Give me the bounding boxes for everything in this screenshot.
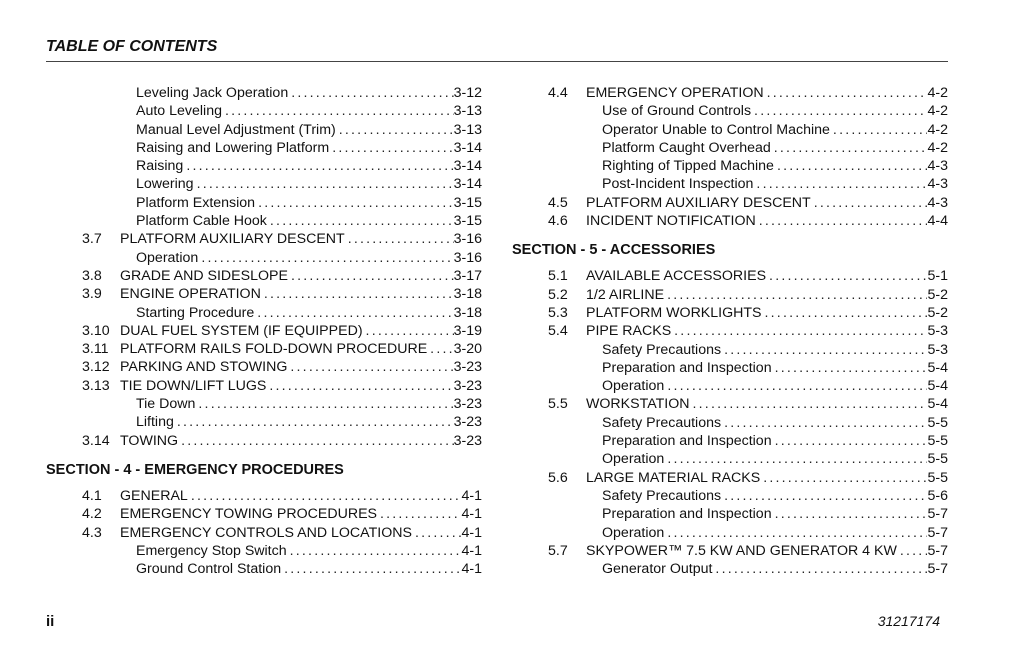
toc-entry-line: [586, 304, 948, 322]
toc-entry-title: PLATFORM AUXILIARY DESCENT: [586, 194, 811, 211]
toc-entry[interactable]: [46, 139, 482, 157]
toc-entry-line: [136, 194, 482, 212]
toc-entry-line: [136, 84, 482, 102]
toc-entry[interactable]: [512, 377, 948, 395]
toc-entry[interactable]: [46, 395, 482, 413]
toc-entry-line: [136, 212, 482, 230]
toc-entry-page: 3-13: [453, 103, 482, 120]
toc-dot-leader: [377, 505, 461, 523]
toc-entry-page: 4-2: [927, 121, 948, 138]
toc-dot-leader: [772, 359, 928, 377]
toc-entry-page: 5-6: [927, 487, 948, 504]
toc-entry[interactable]: [512, 194, 948, 212]
toc-dot-leader: [363, 322, 454, 340]
toc-entry-number: 3.13: [82, 377, 110, 394]
toc-column-right: [512, 84, 948, 578]
toc-entry[interactable]: [512, 212, 948, 230]
toc-entry-title: Operation: [602, 378, 665, 395]
toc-entry-title: EMERGENCY OPERATION: [586, 85, 764, 101]
toc-entry-line: [602, 341, 948, 359]
toc-entry[interactable]: [512, 560, 948, 578]
toc-entry-page: 3-16: [453, 231, 482, 248]
toc-entry[interactable]: [46, 432, 482, 450]
toc-dot-leader: [721, 341, 927, 359]
toc-entry[interactable]: [512, 175, 948, 193]
toc-entry-line: [120, 285, 482, 303]
toc-dot-leader: [178, 432, 454, 450]
toc-entry-number: 3.14: [82, 432, 110, 449]
toc-entry-line: [602, 505, 948, 523]
toc-dot-leader: [664, 524, 927, 542]
toc-entry[interactable]: [512, 414, 948, 432]
toc-entry[interactable]: [512, 542, 948, 560]
toc-entry-line: [602, 450, 948, 468]
toc-entry-line: [120, 340, 482, 358]
toc-dot-leader: [287, 542, 462, 560]
document-number: 31217174: [877, 613, 940, 629]
toc-entry[interactable]: [512, 304, 948, 322]
toc-dot-leader: [281, 560, 461, 578]
toc-entry-title: Lowering: [136, 176, 194, 193]
toc-entry-page: 5-7: [927, 542, 948, 559]
toc-entry-number: 5.1: [548, 268, 568, 285]
toc-entry-page: 3-16: [453, 249, 482, 266]
toc-entry-title: Platform Cable Hook: [136, 213, 267, 230]
toc-entry-line: [120, 487, 482, 505]
toc-dot-leader: [195, 395, 453, 413]
toc-dot-leader: [664, 450, 927, 468]
toc-entry-line: [602, 139, 948, 157]
toc-entry-number: 5.2: [548, 286, 568, 303]
toc-entry-line: [136, 413, 482, 431]
toc-entry-line: [120, 377, 482, 395]
toc-entry[interactable]: [512, 469, 948, 487]
toc-entry-title: TOWING: [120, 432, 179, 449]
toc-entry-title: Safety Precautions: [602, 414, 722, 431]
toc-entry-title: Generator Output: [602, 561, 713, 578]
toc-dot-leader: [766, 267, 927, 285]
toc-dot-leader: [287, 358, 453, 376]
toc-entry-line: [602, 560, 948, 578]
toc-entry-line: [602, 359, 948, 377]
toc-entry-line: [602, 377, 948, 395]
toc-entry[interactable]: [512, 267, 948, 285]
toc-entry-line: [602, 414, 948, 432]
toc-entry-line: [602, 175, 948, 193]
toc-entry-page: 3-23: [453, 414, 482, 431]
toc-entry-title: EMERGENCY TOWING PROCEDURES: [120, 506, 377, 523]
toc-entry-title: PARKING AND STOWING: [120, 359, 288, 376]
toc-dot-leader: [329, 139, 453, 157]
toc-entry-title: PIPE RACKS: [586, 323, 672, 340]
toc-entry-line: [602, 487, 948, 505]
toc-entry-title: GRADE AND SIDESLOPE: [120, 267, 288, 284]
page-header-title: TABLE OF CONTENTS: [46, 38, 218, 55]
toc-dot-leader: [751, 102, 927, 120]
toc-entry-line: [586, 286, 948, 304]
toc-dot-leader: [764, 84, 928, 102]
toc-entry-number: 4.2: [82, 506, 102, 523]
toc-dot-leader: [671, 322, 927, 340]
toc-entry-number: 3.9: [82, 286, 102, 303]
toc-entry[interactable]: [46, 322, 482, 340]
toc-entry-number: 3.10: [82, 322, 110, 339]
toc-entry-page: 4-1: [461, 561, 482, 578]
toc-entry[interactable]: [512, 157, 948, 175]
toc-entry[interactable]: [512, 524, 948, 542]
toc-entry-page: 4-2: [927, 85, 948, 101]
toc-entry[interactable]: [46, 285, 482, 303]
toc-entry-page: 4-1: [461, 542, 482, 559]
toc-entry-page: 4-3: [927, 194, 948, 211]
toc-entry[interactable]: [46, 175, 482, 193]
toc-dot-leader: [721, 487, 927, 505]
toc-entry-line: [136, 102, 482, 120]
toc-entry-title: Use of Ground Controls: [602, 103, 752, 120]
toc-entry-page: 4-2: [927, 103, 948, 120]
toc-entry-page: 3-14: [453, 158, 482, 175]
toc-entry-line: [136, 304, 482, 322]
toc-entry-title: Auto Leveling: [136, 103, 222, 120]
toc-entry[interactable]: [46, 304, 482, 322]
toc-entry-title: DUAL FUEL SYSTEM (IF EQUIPPED): [120, 322, 363, 339]
toc-entry-page: 3-15: [453, 194, 482, 211]
toc-dot-leader: [183, 157, 453, 175]
toc-entry[interactable]: [46, 340, 482, 358]
toc-entry[interactable]: [512, 121, 948, 139]
toc-entry-page: 4-1: [461, 506, 482, 523]
toc-entry-page: 4-1: [461, 487, 482, 504]
toc-entry-title: Safety Precautions: [602, 487, 722, 504]
toc-entry-page: 5-2: [927, 304, 948, 321]
toc-entry-page: 3-23: [453, 432, 482, 449]
toc-entry-title: ENGINE OPERATION: [120, 286, 261, 303]
toc-entry-line: [136, 175, 482, 193]
toc-entry-line: [136, 139, 482, 157]
toc-entry[interactable]: [46, 102, 482, 120]
toc-entry-page: 3-13: [453, 121, 482, 138]
toc-entry-page: 3-14: [453, 176, 482, 193]
toc-entry-title: Operation: [136, 249, 199, 266]
toc-dot-leader: [774, 157, 928, 175]
toc-entry-page: 3-12: [453, 85, 482, 101]
toc-entry-page: 5-5: [927, 469, 948, 486]
toc-entry-title: Preparation and Inspection: [602, 359, 772, 376]
toc-entry-title: Emergency Stop Switch: [136, 542, 287, 559]
toc-entry-title: Operation: [602, 524, 665, 541]
toc-entry[interactable]: [512, 395, 948, 413]
toc-entry-page: 5-5: [927, 451, 948, 468]
toc-entry-page: 3-15: [453, 213, 482, 230]
toc-entry-page: 3-18: [453, 286, 482, 303]
toc-dot-leader: [753, 175, 927, 193]
toc-dot-leader: [756, 212, 928, 230]
toc-entry-number: 4.3: [82, 524, 102, 541]
toc-entry-line: [586, 469, 948, 487]
toc-entry-page: 3-17: [453, 267, 482, 284]
toc-dot-leader: [188, 487, 462, 505]
toc-entry-page: 5-7: [927, 561, 948, 578]
toc-entry-page: 3-23: [453, 359, 482, 376]
toc-entry[interactable]: [512, 139, 948, 157]
toc-entry-number: 5.6: [548, 469, 568, 486]
toc-entry-line: [120, 524, 482, 542]
toc-entry-number: 4.6: [548, 213, 568, 230]
toc-section-heading: SECTION - 5 - ACCESSORIES: [512, 242, 716, 259]
toc-entry-title: PLATFORM WORKLIGHTS: [586, 304, 762, 321]
toc-entry-title: Lifting: [136, 414, 174, 431]
toc-dot-leader: [772, 432, 928, 450]
toc-entry-number: 5.5: [548, 396, 568, 413]
toc-entry[interactable]: [46, 249, 482, 267]
toc-entry-title: TIE DOWN/LIFT LUGS: [120, 377, 267, 394]
toc-entry-line: [602, 524, 948, 542]
toc-entry[interactable]: [46, 505, 482, 523]
toc-dot-leader: [194, 175, 454, 193]
toc-entry-title: INCIDENT NOTIFICATION: [586, 213, 756, 230]
toc-entry-title: WORKSTATION: [586, 396, 690, 413]
toc-dot-leader: [760, 469, 927, 487]
toc-entry-title: Manual Level Adjustment (Trim): [136, 121, 336, 138]
toc-entry-title: Raising and Lowering Platform: [136, 139, 330, 156]
toc-dot-leader: [345, 230, 454, 248]
toc-entry-title: AVAILABLE ACCESSORIES: [586, 268, 767, 285]
toc-entry-line: [120, 505, 482, 523]
toc-entry-page: 3-23: [453, 396, 482, 413]
toc-column-left: [46, 84, 482, 578]
toc-entry-line: [120, 358, 482, 376]
toc-entry-line: [120, 322, 482, 340]
toc-entry-line: [586, 542, 948, 560]
toc-entry-title: Raising: [136, 158, 184, 175]
toc-entry-title: Post-Incident Inspection: [602, 176, 754, 193]
toc-dot-leader: [261, 285, 454, 303]
toc-entry[interactable]: [46, 542, 482, 560]
toc-dot-leader: [721, 414, 927, 432]
toc-dot-leader: [288, 84, 453, 102]
toc-entry[interactable]: [46, 487, 482, 505]
toc-dot-leader: [830, 121, 928, 139]
toc-entry[interactable]: [512, 487, 948, 505]
toc-entry-title: LARGE MATERIAL RACKS: [586, 469, 761, 486]
toc-entry-title: Tie Down: [136, 396, 196, 413]
toc-entry-page: 5-7: [927, 524, 948, 541]
toc-entry[interactable]: [46, 230, 482, 248]
toc-entry-title: 1/2 AIRLINE: [586, 286, 665, 303]
toc-entry-page: 3-19: [453, 322, 482, 339]
toc-entry-page: 5-3: [927, 341, 948, 358]
toc-entry-page: 4-4: [927, 213, 948, 230]
toc-dot-leader: [198, 249, 453, 267]
toc-entry-title: Leveling Jack Operation: [136, 85, 289, 101]
toc-entry[interactable]: [46, 377, 482, 395]
toc-entry-title: PLATFORM AUXILIARY DESCENT: [120, 231, 345, 248]
toc-entry[interactable]: [46, 194, 482, 212]
toc-entry-title: Ground Control Station: [136, 561, 282, 578]
toc-entry-page: 5-4: [927, 359, 948, 376]
toc-entry-title: PLATFORM RAILS FOLD-DOWN PROCEDURE: [120, 341, 428, 358]
toc-entry-title: Operator Unable to Control Machine: [602, 121, 830, 138]
toc-entry-line: [136, 157, 482, 175]
toc-section-heading: SECTION - 4 - EMERGENCY PROCEDURES: [46, 461, 344, 478]
toc-dot-leader: [222, 102, 454, 120]
toc-entry-line: [120, 230, 482, 248]
toc-dot-leader: [254, 304, 453, 322]
toc-entry[interactable]: [512, 84, 948, 102]
toc-entry-page: 5-7: [927, 506, 948, 523]
toc-entry[interactable]: [512, 286, 948, 304]
toc-dot-leader: [336, 121, 454, 139]
toc-dot-leader: [255, 194, 454, 212]
toc-entry-page: 4-1: [461, 524, 482, 541]
toc-entry-number: 4.1: [82, 487, 102, 504]
toc-entry-line: [120, 267, 482, 285]
toc-entry-page: 4-3: [927, 158, 948, 175]
toc-entry-line: [602, 432, 948, 450]
toc-entry[interactable]: [46, 524, 482, 542]
toc-entry-number: 5.4: [548, 323, 568, 340]
toc-entry-line: [136, 121, 482, 139]
page-number: ii: [46, 613, 55, 630]
toc-entry-line: [136, 560, 482, 578]
toc-entry[interactable]: [512, 450, 948, 468]
toc-entry-number: 3.12: [82, 359, 110, 376]
toc-entry-line: [602, 157, 948, 175]
toc-dot-leader: [811, 194, 928, 212]
toc-entry[interactable]: [512, 341, 948, 359]
toc-entry[interactable]: [512, 359, 948, 377]
toc-dot-leader: [266, 377, 453, 395]
toc-entry-title: Operation: [602, 451, 665, 468]
toc-entry-page: 5-3: [927, 323, 948, 340]
toc-dot-leader: [690, 395, 928, 413]
toc-entry[interactable]: [46, 267, 482, 285]
toc-entry-title: GENERAL: [120, 487, 188, 504]
toc-entry-line: [586, 322, 948, 340]
toc-entry-number: 3.8: [82, 267, 102, 284]
toc-entry-number: 3.11: [82, 341, 109, 358]
toc-entry-title: Platform Caught Overhead: [602, 139, 771, 156]
toc-dot-leader: [174, 413, 454, 431]
toc-entry-line: [586, 395, 948, 413]
toc-entry-line: [602, 102, 948, 120]
toc-entry-page: 4-2: [927, 139, 948, 156]
toc-dot-leader: [772, 505, 928, 523]
toc-entry-page: 5-5: [927, 433, 948, 450]
toc-entry-line: [586, 212, 948, 230]
toc-entry[interactable]: [46, 560, 482, 578]
toc-entry-page: 3-20: [453, 341, 482, 358]
toc-entry-number: 5.3: [548, 304, 568, 321]
toc-entry-line: [586, 267, 948, 285]
toc-entry-page: 3-18: [453, 304, 482, 321]
toc-entry-line: [586, 194, 948, 212]
toc-entry-title: EMERGENCY CONTROLS AND LOCATIONS: [120, 524, 412, 541]
toc-entry-page: 5-1: [927, 268, 948, 285]
toc-entry[interactable]: [512, 102, 948, 120]
toc-entry-line: [136, 395, 482, 413]
toc-dot-leader: [427, 340, 453, 358]
toc-entry-page: 4-3: [927, 176, 948, 193]
toc-dot-leader: [771, 139, 928, 157]
toc-entry-page: 3-14: [453, 139, 482, 156]
toc-entry-page: 3-23: [453, 377, 482, 394]
toc-entry-title: Preparation and Inspection: [602, 433, 772, 450]
toc-entry-line: [120, 432, 482, 450]
header-rule: [46, 61, 948, 62]
toc-dot-leader: [288, 267, 454, 285]
toc-entry-page: 5-2: [927, 286, 948, 303]
toc-entry[interactable]: [46, 212, 482, 230]
toc-entry-title: SKYPOWER™ 7.5 KW AND GENERATOR 4 KW: [586, 542, 897, 559]
toc-entry-page: 5-4: [927, 396, 948, 413]
toc-entry[interactable]: [512, 432, 948, 450]
toc-entry[interactable]: [46, 157, 482, 175]
toc-entry-number: 5.7: [548, 542, 568, 559]
toc-entry-line: [586, 84, 948, 102]
toc-entry-line: [136, 542, 482, 560]
toc-entry-title: Safety Precautions: [602, 341, 722, 358]
toc-entry[interactable]: [46, 358, 482, 376]
toc-entry[interactable]: [46, 121, 482, 139]
toc-dot-leader: [664, 377, 927, 395]
toc-dot-leader: [412, 524, 462, 542]
toc-entry[interactable]: [512, 505, 948, 523]
toc-dot-leader: [762, 304, 928, 322]
toc-entry-page: 5-4: [927, 378, 948, 395]
toc-dot-leader: [712, 560, 927, 578]
toc-dot-leader: [664, 286, 927, 304]
toc-entry-title: Preparation and Inspection: [602, 506, 772, 523]
toc-entry-title: Righting of Tipped Machine: [602, 158, 774, 175]
toc-entry-title: Starting Procedure: [136, 304, 255, 321]
toc-dot-leader: [897, 542, 928, 560]
toc-entry-line: [136, 249, 482, 267]
toc-entry-number: 3.7: [82, 231, 102, 248]
toc-entry-number: 4.5: [548, 194, 568, 211]
toc-entry[interactable]: [46, 413, 482, 431]
toc-entry-number: 4.4: [548, 85, 568, 101]
toc-entry-page: 5-5: [927, 414, 948, 431]
toc-entry[interactable]: [46, 84, 482, 102]
toc-entry[interactable]: [512, 322, 948, 340]
toc-entry-line: [602, 121, 948, 139]
toc-entry-title: Platform Extension: [136, 194, 256, 211]
toc-dot-leader: [267, 212, 454, 230]
